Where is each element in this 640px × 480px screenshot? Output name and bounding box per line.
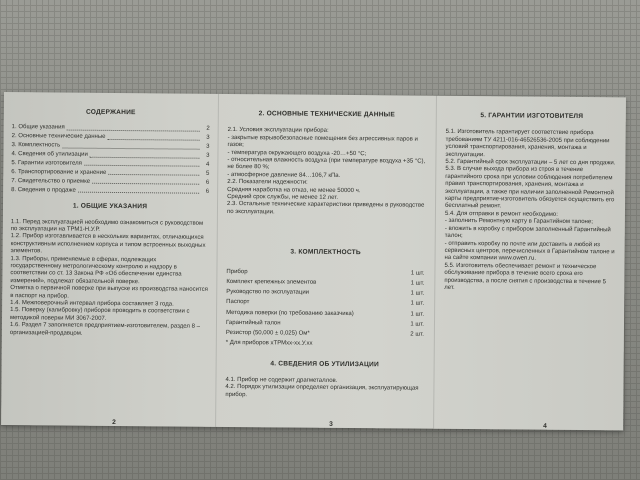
general-paragraph: Отметка о первичной поверке при выпуске из производства наносится в паспорт на прибор.: [10, 285, 208, 300]
document-sheet: [1, 92, 626, 430]
kit-item: Прибор: [226, 268, 248, 275]
page-number-4: 4: [543, 422, 547, 430]
kit-item: Комплект крепежных элементов: [226, 278, 317, 286]
toc-item: [11, 151, 209, 160]
toc-title: СОДЕРЖАНИЕ: [85, 108, 136, 117]
kit-qty: 1 шт.: [410, 280, 425, 287]
kit-qty: 1 шт.: [410, 321, 425, 328]
warranty-paragraph: 5.4. Для отправки в ремонт необходимо:: [444, 210, 558, 218]
kit-item: Паспорт: [226, 299, 250, 306]
toc-leader: [90, 156, 200, 158]
toc-leader: [62, 147, 199, 149]
tech-line: - закрытые взрывобезопасные помещения без агрессивных паров и газов;: [227, 134, 418, 149]
disposal-title: 4. СВЕДЕНИЯ ОБ УТИЛИЗАЦИИ: [270, 359, 379, 368]
disposal-line: 4.2. Порядок утилизации определяет организация, эксплуатирующая прибор.: [225, 384, 419, 398]
tech-line: - относительная влажность воздуха (при температуре воздуха +35 °С), не более 80 %;: [227, 156, 426, 171]
tech-line: Средний срок службы, не менее 12 лет.: [227, 194, 339, 201]
tech-text: [227, 127, 426, 218]
kit-footnote: * Для приборов хТРМхх-хх.У.хх: [225, 340, 313, 347]
tech-line: 2.1. Условия эксплуатации прибора:: [227, 127, 329, 135]
kit-row: [226, 289, 424, 298]
warranty-paragraph: - отправить коробку по почте или доставить в любой из сервисных центров, перечисленных в Гарантийном талоне и на сайте компании www.owen.ru.: [444, 240, 615, 262]
toc-item-page: 4: [206, 161, 210, 168]
kit-item: Резистор (50,000 ± 0,025) Ом*: [225, 329, 310, 337]
toc-leader: [108, 174, 199, 176]
warranty-paragraph: 5.1. Изготовитель гарантирует соответствие прибора требованиям ТУ 4211-016-46526536-2005 при соблюдении условий транспортирования, хранения, монтажа и эксплуатации.: [445, 129, 610, 158]
tech-title: 2. ОСНОВНЫЕ ТЕХНИЧЕСКИЕ ДАННЫЕ: [258, 110, 395, 119]
kit-table: [226, 269, 425, 339]
column-1: [9, 108, 210, 426]
tech-line: 2.3. Остальные технические характеристики приведены в руководстве по эксплуатации.: [226, 201, 425, 216]
kit-row: [226, 330, 424, 339]
warranty-paragraph: 5.3. В случае выхода прибора из строя в течение гарантийного срока при условии соблюдения потребителем правил транспортирования, хранения, монтажа и эксплуатации, а также при наличии заполненной Ремонтной карты предприятие-изготовитель обязуется осуществить его бесплатный ремонт.: [444, 166, 615, 210]
toc-item: [11, 142, 209, 151]
kit-row: [226, 309, 424, 318]
warranty-paragraph: - заполнить Ремонтную карту в Гарантийном талоне;: [444, 218, 593, 226]
kit-row: [226, 320, 424, 329]
tech-line: - атмосферное давление 84…106,7 кПа.: [227, 171, 341, 179]
warranty-paragraph: 5.5. Изготовитель обеспечивает ремонт и техническое обслуживание прибора в течение всего срока его производства, а после снятия с производства в течение 5 лет.: [444, 262, 607, 291]
toc-item-page: 3: [206, 135, 210, 142]
fold-line-right: [433, 96, 437, 429]
disposal-text: [225, 377, 423, 401]
kit-qty: 1 шт.: [410, 300, 425, 307]
warranty-title: 5. ГАРАНТИИ ИЗГОТОВИТЕЛЯ: [480, 112, 584, 121]
toc-item-label: 8. Сведения о продаже: [11, 186, 76, 194]
kit-item: Методика поверки (по требованию заказчика): [226, 309, 354, 317]
general-paragraph: 1.2. Прибор изготавливается в нескольких вариантах, отличающихся конструктивным исполнением корпуса и типом встроенных выходных элементов.: [10, 233, 206, 255]
general-text: [10, 219, 209, 339]
toc-item-label: 2. Основные технические данные: [11, 133, 106, 141]
page-number-2: 2: [112, 418, 116, 426]
warranty-text: [444, 129, 617, 293]
kit-qty: 2 шт.: [410, 331, 424, 338]
kit-item: Руководство по эксплуатации: [226, 289, 310, 296]
tech-line: - температура окружающего воздуха -20…+50 °С;: [227, 149, 367, 157]
toc-item: [11, 160, 209, 169]
kit-qty: 1 шт.: [410, 270, 425, 277]
kit-row: [226, 299, 424, 308]
toc-item-page: 2: [206, 126, 210, 133]
toc-item: [12, 133, 210, 142]
toc-item-label: 3. Комплектность: [11, 142, 61, 149]
warranty-paragraph: 5.2. Гарантийный срок эксплуатации – 5 лет со дня продажи.: [445, 158, 616, 167]
kit-row: [226, 269, 424, 278]
general-title: 1. ОБЩИЕ УКАЗАНИЯ: [72, 202, 148, 211]
toc-item-page: 6: [205, 179, 210, 186]
toc-leader: [67, 129, 200, 131]
general-paragraph: 1.4. Межповерочный интервал прибора составляет 3 года.: [10, 300, 174, 308]
toc-item: [11, 187, 209, 196]
toc-item-label: 6. Транспортирование и хранение: [11, 169, 107, 176]
toc-item: [11, 178, 209, 187]
general-paragraph: 1.3. Приборы, применяемые в сферах, подлежащих государственному метрологическому контролю и надзору в соответствии со ст. 13 Закона РФ «Об обеспечении единства измерений», подлежат обязательной поверке.: [10, 255, 182, 286]
general-paragraph: 1.5. Поверку (калибровку) приборов проводить в соответствии с методикой поверки МИ 3067-2007.: [10, 307, 190, 322]
toc-leader: [78, 192, 199, 194]
toc-list: [11, 124, 210, 195]
toc-item: [11, 169, 209, 178]
toc-item-label: 1. Общие указания: [11, 124, 65, 131]
tech-line: Средняя наработка на отказ, не менее 50000 ч.: [227, 186, 361, 194]
kit-item: Гарантийный талон: [225, 319, 281, 327]
fold-line-left: [215, 94, 219, 427]
kit-qty: 1 шт.: [410, 290, 425, 297]
warranty-paragraph: - вложить в коробку с прибором заполненный Гарантийный талон;: [444, 225, 611, 240]
toc-item-label: 7. Свидетельство о приемке: [11, 177, 91, 185]
column-3: [444, 112, 618, 430]
toc-item-page: 5: [205, 170, 210, 177]
toc-item-page: 6: [205, 188, 210, 195]
kit-row: [226, 279, 424, 288]
general-paragraph: 1.6. Раздел 7 заполняется предприятием-изготовителем, раздел 8 – организацией-продавцом.: [9, 322, 200, 337]
toc-leader: [108, 139, 200, 141]
general-paragraph: 1.1. Перед эксплуатацией необходимо ознакомиться с руководством по эксплуатации на ТРМ1-Н.У.Р.: [10, 218, 204, 233]
toc-item-label: 5. Гарантии изготовителя: [11, 160, 82, 167]
column-2: [225, 110, 426, 428]
kit-qty: 1 шт.: [410, 311, 425, 318]
disposal-line: 4.1. Прибор не содержит драгметаллов.: [225, 376, 338, 384]
toc-item-label: 4. Сведения об утилизации: [11, 151, 88, 158]
kit-title: 3. КОМПЛЕКТНОСТЬ: [290, 248, 361, 257]
page-number-3: 3: [329, 420, 333, 428]
toc-item-page: 3: [206, 143, 210, 151]
tech-line: 2.2. Показатели надежности:: [227, 179, 308, 186]
toc-item-page: 3: [206, 152, 210, 159]
toc-leader: [84, 165, 199, 167]
toc-leader: [92, 183, 199, 185]
toc-item: [12, 124, 210, 133]
